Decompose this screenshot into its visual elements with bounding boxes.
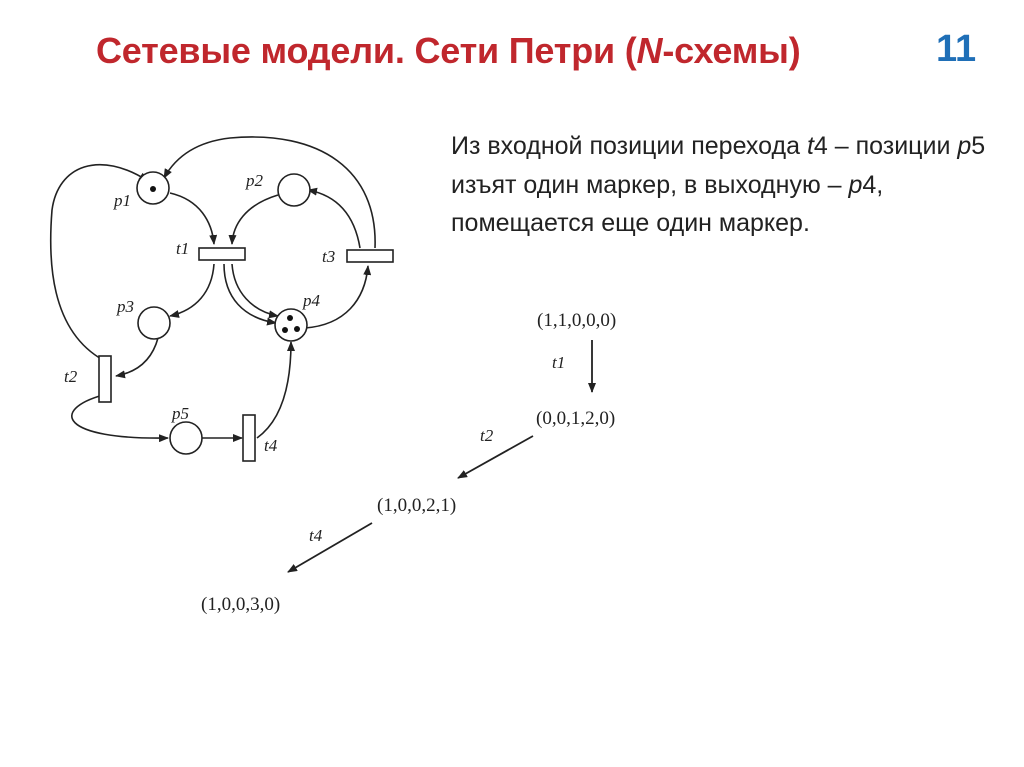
arc-t1-p3 <box>170 264 214 316</box>
tree-edge-label-t2: t2 <box>480 426 494 445</box>
transition-label-t2: t2 <box>64 367 78 386</box>
arc-t2-p1 <box>51 165 148 360</box>
token <box>150 186 156 192</box>
state-node: (0,0,1,2,0) <box>536 408 616 429</box>
state-node: (1,0,0,2,1) <box>377 495 457 516</box>
arc-t2-p5 <box>72 395 168 438</box>
place-p3 <box>138 307 170 339</box>
tree-edge-label-t4: t4 <box>309 526 323 545</box>
slide-number: 11 <box>936 28 977 70</box>
explanation-text: Из входной позиции перехода t4 – позиции p5 изъят один маркер, в выходную – p4, помещается еще один маркер. <box>451 132 986 237</box>
transition-t2 <box>99 356 111 402</box>
transition-label-t1: t1 <box>176 239 190 258</box>
transition-t3 <box>347 250 393 262</box>
arc-t4-p4 <box>257 342 291 438</box>
tree-edge-label-t1: t1 <box>552 353 566 372</box>
arc-t1-p4-b <box>232 264 278 316</box>
state-node: (1,0,0,3,0) <box>201 594 281 615</box>
place-p4 <box>275 309 307 341</box>
token <box>282 327 288 333</box>
arc-p1-t1 <box>170 193 214 244</box>
state-node: (1,1,0,0,0) <box>537 310 617 331</box>
arc-t3-p2 <box>308 190 360 248</box>
arc-t3-p1 <box>164 137 375 248</box>
token <box>287 315 293 321</box>
place-label-p2: p2 <box>246 171 263 190</box>
tree-arrow-t2 <box>458 436 533 478</box>
place-p2 <box>278 174 310 206</box>
arc-p3-t2 <box>116 338 158 376</box>
arc-p2-t1 <box>232 195 278 244</box>
token <box>294 326 300 332</box>
transition-label-t4: t4 <box>264 436 278 455</box>
place-label-p3: p3 <box>117 297 134 316</box>
place-label-p4: p4 <box>303 291 320 310</box>
slide-title: Сетевые модели. Сети Петри (N-схемы) <box>96 30 801 71</box>
place-label-p5: p5 <box>172 404 189 423</box>
transition-t4 <box>243 415 255 461</box>
tree-arrow-t4 <box>288 523 372 572</box>
transition-label-t3: t3 <box>322 247 336 266</box>
transition-t1 <box>199 248 245 260</box>
place-p5 <box>170 422 202 454</box>
place-label-p1: p1 <box>114 191 131 210</box>
